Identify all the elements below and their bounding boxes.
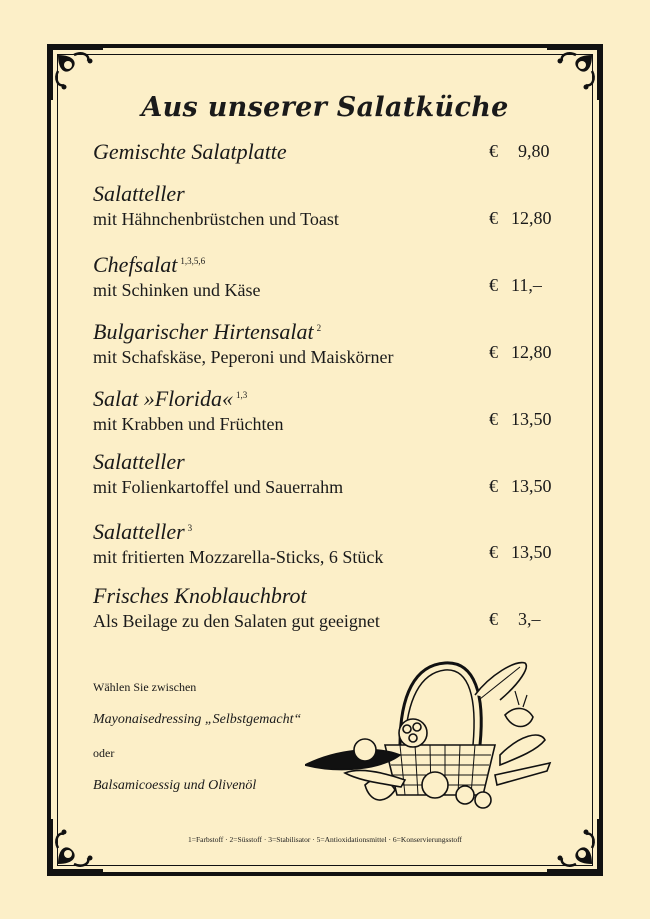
item-description: mit Schafskäse, Peperoni und Maiskörner [93,347,394,367]
item-price: € 12,80 [489,208,552,228]
item-name: Bulgarischer Hirtensalat $^2$ [93,319,322,344]
item-description: Als Beilage zu den Salaten gut geeignet [93,611,380,631]
corner-ornament-icon [544,816,606,878]
item-description: mit Hähnchenbrüstchen und Toast [93,209,339,229]
additive-note: 1,3,5,6 [180,256,206,266]
item-price: € 13,50 [489,476,552,496]
item-price: € 12,80 [489,342,552,362]
dressing-intro: Wählen Sie zwischen [93,680,197,694]
item-description: mit Schinken und Käse [93,280,261,300]
additives-footnote: 1=Farbstoff · 2=Süsstoff · 3=Stabilisator · 5=Antioxidationsmittel · 6=Konservierungsstoff [187,835,463,844]
item-price: € 13,50 [489,409,552,429]
item-name: Salat »Florida« $^{1,3}$ [93,386,248,411]
item-name: Chefsalat $^{1,3,5,6}$ [93,252,206,277]
menu-title: Aus unserer Salatküche [141,92,509,123]
item-price: € 3,– [489,609,541,629]
item-name: Salatteller [93,181,185,206]
item-price: € 13,50 [489,542,552,562]
dressing-or: oder [93,746,115,760]
item-description: mit Krabben und Früchten [93,414,284,434]
item-price: € 11,– [489,275,542,295]
additive-note: 2 [316,323,322,333]
vegetable-basket-illustration [305,655,555,815]
item-name: Salatteller $^3$ [93,519,193,544]
additive-note: 1,3 [235,390,248,400]
additive-note: 3 [187,523,193,533]
item-price: € 9,80 [489,141,550,161]
dressing-option: Balsamicoessig und Olivenöl [93,778,257,793]
corner-ornament-icon [44,816,106,878]
item-name: Frisches Knoblauchbrot [93,583,307,608]
item-name: Gemischte Salatplatte [93,139,287,164]
item-description: mit fritierten Mozzarella-Sticks, 6 Stück [93,547,384,567]
item-description: mit Folienkartoffel und Sauerrahm [93,477,344,497]
dressing-option: Mayonaisedressing „Selbstgemacht“ [93,712,302,727]
item-name: Salatteller [93,449,185,474]
